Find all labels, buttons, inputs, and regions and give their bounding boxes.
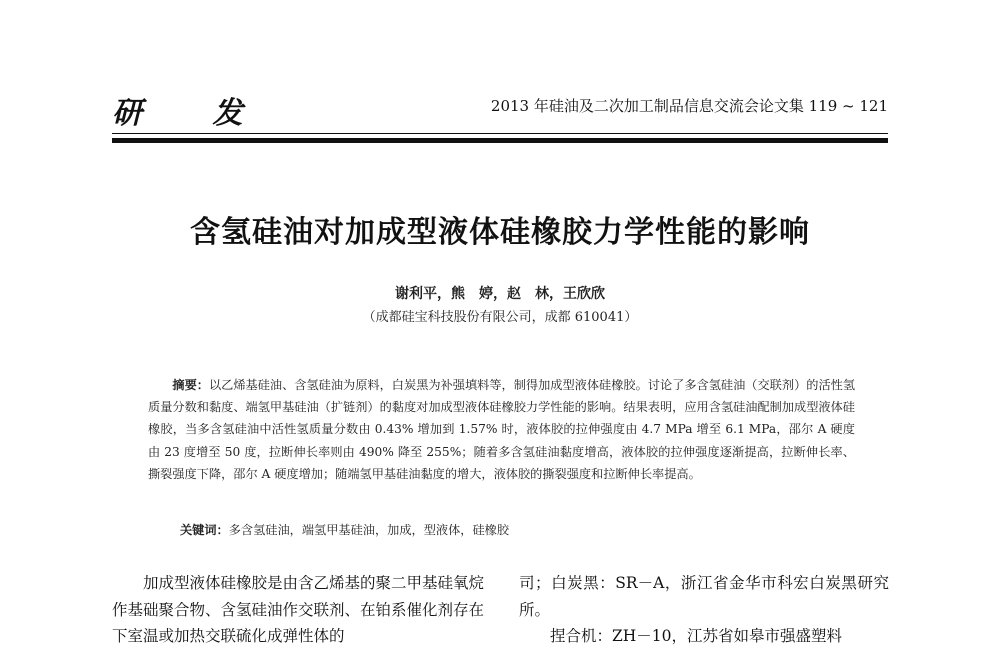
body-right-paragraph: 捏合机：ZH－10，江苏省如皋市强盛塑料 (550, 627, 843, 645)
abstract (148, 374, 855, 485)
abstract-label: 摘要： (172, 378, 209, 392)
body-right-column (519, 570, 889, 650)
body-left-column: 加成型液体硅橡胶是由含乙烯基的聚二甲基硅氧烷作基础聚合物、含氢硅油作交联剂、在铂系催化剂存在下室温或加热交联硫化成弹性体的 (112, 574, 485, 645)
paper-affiliation: （成都硅宝科技股份有限公司，成都 610041） (362, 310, 638, 325)
keywords (180, 519, 855, 541)
body-right-paragraph: 司；白炭黑：SR－A，浙江省金华市科宏白炭黑研究所。 (519, 574, 889, 619)
keywords-text: 多含氢硅油，端氢甲基硅油，加成，型液体，硅橡胶 (228, 523, 510, 537)
header-rule-thick (112, 138, 888, 143)
paper-title: 含氢硅油对加成型液体硅橡胶力学性能的影响 (190, 215, 810, 250)
abstract-text: 以乙烯基硅油、含氢硅油为原料，白炭黑为补强填料等，制得加成型液体硅橡胶。讨论了多含氢硅油（交联剂）的活性氢质量分数和黏度、端氢甲基硅油（扩链剂）的黏度对加成型液体硅橡胶力学性能的影响。结果表明，应用含氢硅油配制加成型液体硅橡胶，当多含氢硅油中活性氢质量分数由 0.43% 增加到 1.57% 时，液体胶的拉伸强度由 4.7 MPa 增至 6.1 MPa，邵尔 A 硬度由 23 度增至 50 度，拉断伸长率则由 490% 降至 255%；随着多含氢硅油黏度增高，液体胶的拉伸强度逐渐提高，拉断伸长率、撕裂强度下降，邵尔 A 硬度增加；随端氢甲基硅油黏度的增大，液体胶的撕裂强度和拉断伸长率提高。 (148, 378, 856, 481)
keywords-label: 关键词： (180, 523, 229, 537)
header-section-label: 研 发 (112, 96, 273, 131)
header-series-info: 2013 年硅油及二次加工制品信息交流会论文集 119 ~ 121 (490, 97, 888, 115)
header-rule-thin (112, 133, 888, 134)
paper-authors: 谢利平，熊 婷，赵 林，王欣欣 (395, 286, 605, 302)
